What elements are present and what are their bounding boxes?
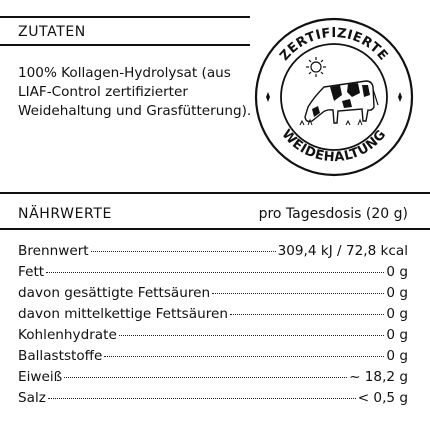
nutrition-value: 0 g [386,264,408,280]
nutrition-value: < 0,5 g [357,390,408,406]
dot-leader [46,272,384,273]
dot-leader [119,335,385,336]
naehrwerte-top-rule [0,192,430,194]
dot-leader [230,314,384,315]
nutrition-row [18,369,408,389]
nutrition-label: Brennwert [18,243,89,259]
nutrition-label: Kohlenhydrate [18,327,117,343]
nutrition-label: Eiweiß [18,369,63,385]
dot-leader [91,251,276,252]
seal-bottom-text: WEIDEHALTUNG [278,126,390,166]
nutrition-row [18,327,408,347]
star-icon [266,92,270,102]
weidehaltung-seal [254,17,414,177]
zutaten-text: 100% Kollagen-Hydrolysat (aus LIAF-Control zertifizierter Weidehaltung und Grasfütterung). [18,65,252,119]
nutrition-label: Salz [18,390,46,406]
seal-top-text: ZERTIFIZIERTE [277,25,391,64]
nutrition-value: 0 g [386,285,408,301]
sun-icon [306,57,326,77]
zutaten-divider [0,44,250,46]
nutrition-value: 0 g [386,327,408,343]
naehrwerte-divider [0,228,430,230]
zutaten-title: ZUTATEN [18,24,86,40]
dot-leader [212,293,384,294]
nutrition-row [18,243,408,263]
nutrition-row [18,285,408,305]
top-rule [0,16,250,18]
nutrition-row [18,390,408,410]
star-icon [398,92,402,102]
nutrition-value: ~ 18,2 g [349,369,408,385]
nutrition-label: davon mittelkettige Fettsäuren [18,306,228,322]
naehrwerte-title: NÄHRWERTE [18,206,112,222]
dot-leader [48,398,356,399]
dot-leader [64,377,347,378]
cow-icon [300,81,378,125]
nutrition-label: Ballaststoffe [18,348,103,364]
nutrition-value: 309,4 kJ / 72,8 kcal [277,243,408,259]
nutrition-row [18,306,408,326]
svg-text:ZERTIFIZIERTE [277,26,391,64]
nutrition-value: 0 g [386,348,408,364]
nutrition-row [18,264,408,284]
dot-leader [104,356,384,357]
nutrition-label: davon gesättigte Fettsäuren [18,285,211,301]
nutrition-value: 0 g [386,306,408,322]
nutrition-label: Fett [18,264,45,280]
dosis-label: pro Tagesdosis (20 g) [258,206,408,222]
nutrition-row [18,348,408,368]
